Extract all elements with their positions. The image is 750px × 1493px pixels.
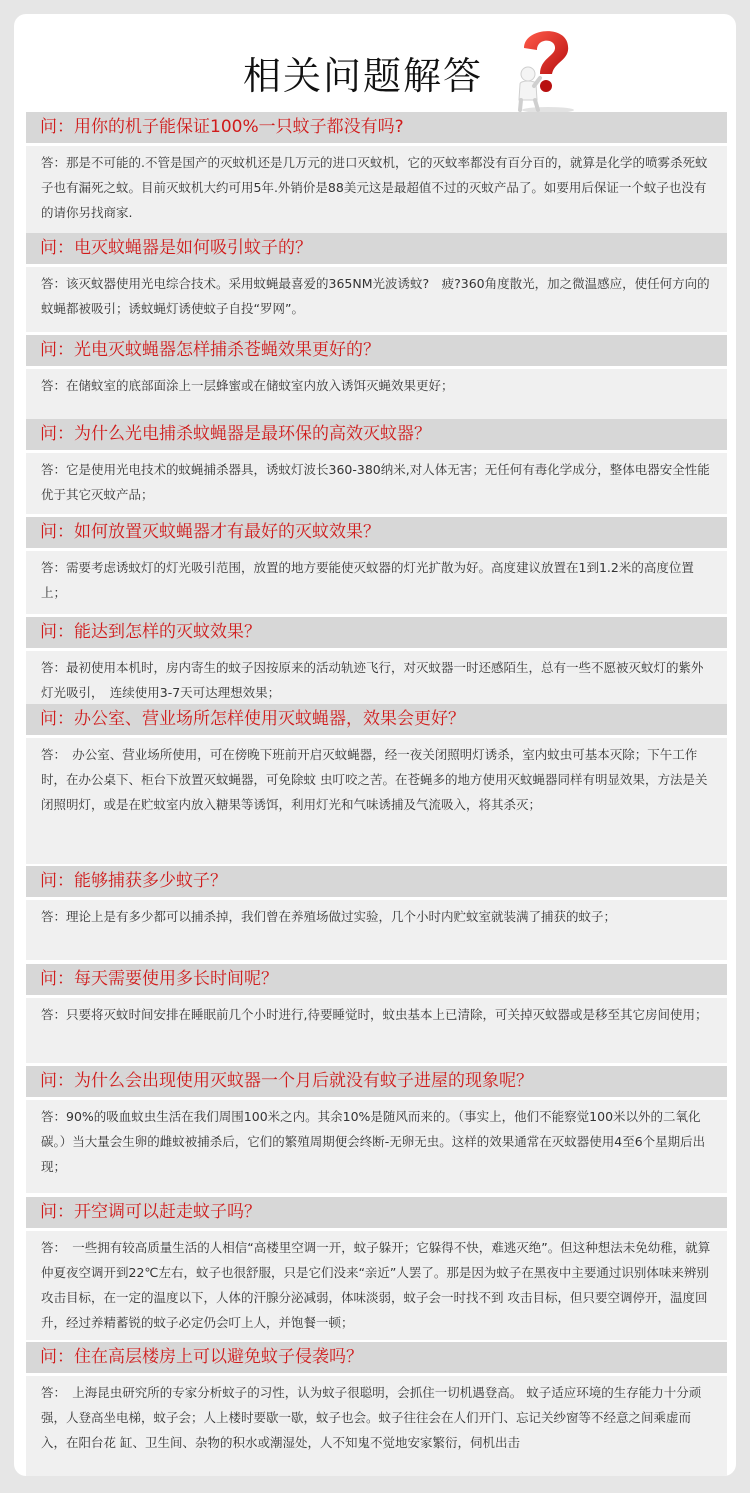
faq-answer: 答：理论上是有多少都可以捕杀掉，我们曾在养殖场做过实验，几个小时内贮蚊室就装满了捕获的蚊子； (26, 900, 727, 960)
faq-answer: 答：该灭蚊器使用光电综合技术。采用蚊蝇最喜爱的365NM光波诱蚊? 疲?360角度散光，加之微温感应，使任何方向的蚊蝇都被吸引；诱蚊蝇灯诱使蚊子自投“罗网”。 (26, 267, 727, 332)
faq-answer: 答：90%的吸血蚊虫生活在我们周围100米之内。其余10%是随风而来的。（事实上，他们不能察觉100米以外的二氧化碳。）当大量会生卵的雌蚊被捕杀后，它们的繁殖周期便会终断-无卵无虫。这样的效果通常在灭蚊器使用4至6个星期后出现； (26, 1100, 727, 1193)
faq-question: 问：为什么光电捕杀蚊蝇器是最环保的高效灭蚊器？ (26, 419, 727, 450)
faq-question: 问：能达到怎样的灭蚊效果？ (26, 617, 727, 648)
faq-card (14, 14, 736, 1476)
faq-question: 问：每天需要使用多长时间呢？ (26, 964, 727, 995)
faq-answer: 答： 一些拥有较高质量生活的人相信“高楼里空调一开，蚊子躲开；它躲得不快，难逃灭绝”。但这种想法未免幼稚，就算仲夏夜空调开到22℃左右，蚊子也很舒服，只是它们没来“亲近”人罢了。那是因为蚊子在黑夜中主要通过识别体味来辨别攻击目标，在一定的温度以下，人体的汗腺分泌减弱，体味淡弱，蚊子会一时找不到 攻击目标，但只要空调停开，温度回升，经过养精蓄锐的蚊子必定仍会叮上人，并饱餐一顿； (26, 1231, 727, 1340)
faq-answer: 答： 上海昆虫研究所的专家分析蚊子的习性，认为蚊子很聪明，会抓住一切机遇登高。 蚊子适应环境的生存能力十分顽强，人登高坐电梯，蚊子会；人上楼时要歇一歇，蚊子也会。蚊子往往会在人们开门、忘记关纱窗等不经意之间乘虚而入，在阳台花 缸、卫生间、杂物的积水或潮湿处，人不知鬼不觉地安家繁衍，伺机出击 (26, 1376, 727, 1476)
faq-answer: 答：在储蚊室的底部面涂上一层蜂蜜或在储蚊室内放入诱饵灭蝇效果更好； (26, 369, 727, 419)
faq-item (26, 233, 727, 332)
faq-answer: 答：需要考虑诱蚊灯的灯光吸引范围，放置的地方要能使灭蚊器的灯光扩散为好。高度建议放置在1到1.2米的高度位置上； (26, 551, 727, 614)
faq-question: 问：能够捕获多少蚊子？ (26, 866, 727, 897)
header (14, 14, 736, 112)
faq-question: 问：光电灭蚊蝇器怎样捕杀苍蝇效果更好的？ (26, 335, 727, 366)
faq-item (26, 335, 727, 419)
faq-item (26, 517, 727, 614)
faq-answer: 答：它是使用光电技术的蚊蝇捕杀器具，诱蚊灯波长360-380纳米,对人体无害；无任何有毒化学成分，整体电器安全性能优于其它灭蚊产品； (26, 453, 727, 514)
faq-item (26, 112, 727, 233)
faq-answer: 答：最初使用本机时，房内寄生的蚊子因按原来的活动轨迹飞行，对灭蚊器一时还感陌生，总有一些不愿被灭蚊灯的紫外灯光吸引， 连续使用3-7天可达理想效果； (26, 651, 727, 705)
question-mark-figure-icon (510, 22, 584, 114)
faq-answer: 答：只要将灭蚊时间安排在睡眠前几个小时进行,待要睡觉时，蚊虫基本上已清除，可关掉灭蚊器或是移至其它房间使用； (26, 998, 727, 1063)
faq-item (26, 1197, 727, 1340)
faq-question: 问：用你的机子能保证100%一只蚊子都没有吗? (26, 112, 727, 143)
faq-item (26, 866, 727, 960)
faq-question: 问：办公室、营业场所怎样使用灭蚊蝇器，效果会更好？ (26, 704, 727, 735)
faq-item (26, 419, 727, 514)
faq-question: 问：住在高层楼房上可以避免蚊子侵袭吗？ (26, 1342, 727, 1373)
faq-item (26, 617, 727, 705)
faq-answer: 答：那是不可能的.不管是国产的灭蚊机还是几万元的进口灭蚊机，它的灭蚊率都没有百分百的，就算是化学的喷雾杀死蚊子也有漏死之蚊。目前灭蚊机大约可用5年.外销价是88美元这是最超值不过的灭蚊产品了。如要用后保证一个蚊子也没有的请你另找商家. (26, 146, 727, 233)
faq-item (26, 964, 727, 1063)
faq-question: 问：为什么会出现使用灭蚊器一个月后就没有蚊子进屋的现象呢？ (26, 1066, 727, 1097)
faq-question: 问：开空调可以赶走蚊子吗？ (26, 1197, 727, 1228)
page-title: 相关问题解答 (242, 54, 483, 98)
faq-item (26, 704, 727, 864)
faq-answer: 答： 办公室、营业场所使用，可在傍晚下班前开启灭蚊蝇器，经一夜关闭照明灯诱杀，室内蚊虫可基本灭除；下午工作时，在办公桌下、柜台下放置灭蚊蝇器，可免除蚊 虫叮咬之苦。在苍蝇多的地方使用灭蚊蝇器同样有明显效果，方法是关闭照明灯，或是在贮蚊室内放入糖果等诱饵，利用灯光和气味诱捕及气流吸入，将其杀灭； (26, 738, 727, 864)
faq-question: 问：电灭蚊蝇器是如何吸引蚊子的？ (26, 233, 727, 264)
faq-question: 问：如何放置灭蚊蝇器才有最好的灭蚊效果？ (26, 517, 727, 548)
faq-item (26, 1066, 727, 1193)
faq-item (26, 1342, 727, 1476)
